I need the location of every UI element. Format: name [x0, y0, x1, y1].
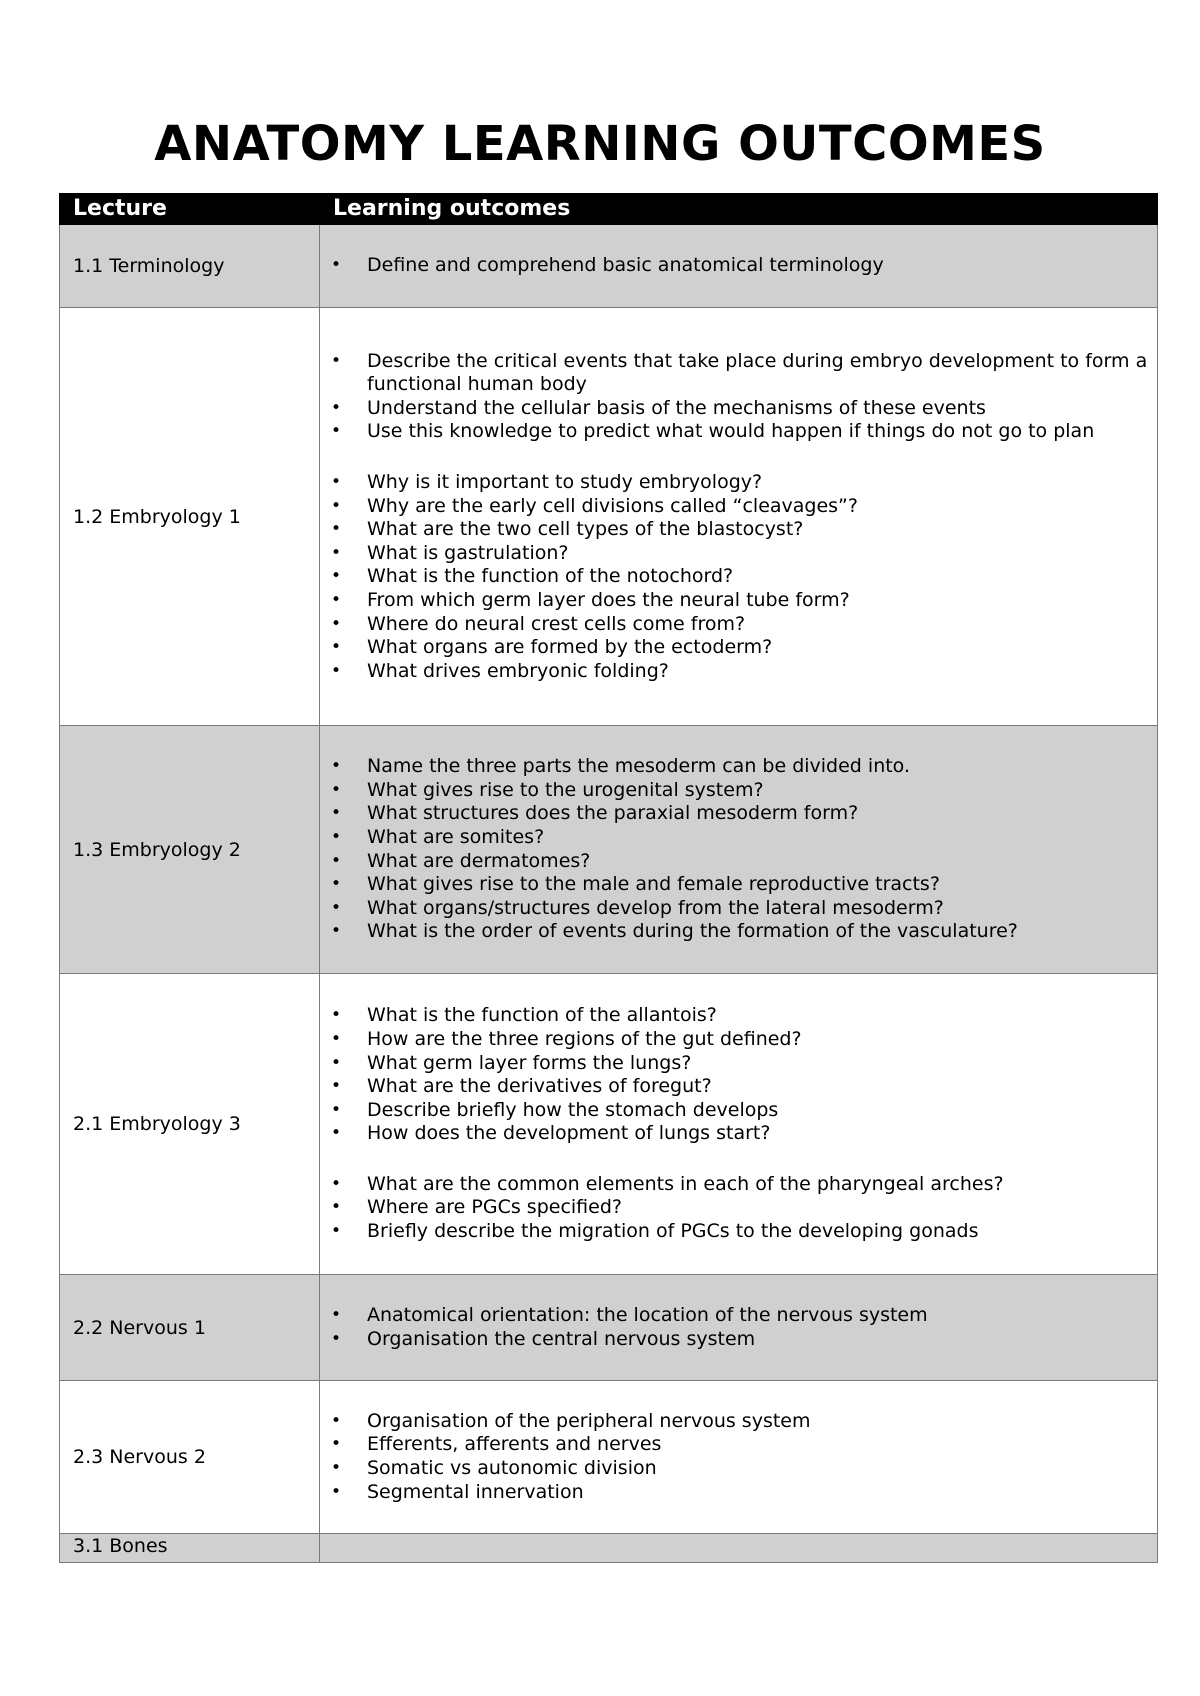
outcomes-cell [320, 1534, 1158, 1563]
list-item: • Briefly describe the migration of PGCs to the developing gonads [320, 1220, 1157, 1244]
list-item: • What is the order of events during the formation of the vasculature? [320, 920, 1157, 944]
lecture-name: 1.2 Embryology 1 [60, 308, 320, 726]
list-item: • Segmental innervation [320, 1481, 1157, 1505]
outcome-list [320, 1410, 1157, 1504]
outcome-list [320, 350, 1157, 444]
lecture-name: 2.1 Embryology 3 [60, 974, 320, 1275]
list-item: • From which germ layer does the neural tube form? [320, 589, 1157, 613]
table-row [60, 974, 1158, 1275]
list-item: • Why are the early cell divisions called “cleavages”? [320, 495, 1157, 519]
list-item: • What structures does the paraxial mesoderm form? [320, 802, 1157, 826]
list-item: • What organs/structures develop from the lateral mesoderm? [320, 897, 1157, 921]
list-item: • Name the three parts the mesoderm can be divided into. [320, 755, 1157, 779]
list-item: • What gives rise to the urogenital system? [320, 779, 1157, 803]
list-item: • Understand the cellular basis of the mechanisms of these events [320, 397, 1157, 421]
question-list [320, 755, 1157, 944]
list-item: • What organs are formed by the ectoderm? [320, 636, 1157, 660]
question-list [320, 1173, 1157, 1244]
table-row [60, 225, 1158, 308]
question-list [320, 1004, 1157, 1146]
outcome-list [320, 1304, 1157, 1351]
lecture-name: 1.3 Embryology 2 [60, 726, 320, 974]
outcomes-cell [320, 974, 1158, 1275]
lecture-name: 2.2 Nervous 1 [60, 1275, 320, 1381]
list-item: • What germ layer forms the lungs? [320, 1052, 1157, 1076]
column-header-learning-outcomes: Learning outcomes [320, 194, 1158, 225]
outcomes-cell [320, 1381, 1158, 1534]
outcomes-cell [320, 308, 1158, 726]
list-item: • What are the common elements in each of the pharyngeal arches? [320, 1173, 1157, 1197]
list-item: • What is gastrulation? [320, 542, 1157, 566]
list-item: • Describe the critical events that take place during embryo development to form a functional human body [320, 350, 1157, 397]
list-item: • Anatomical orientation: the location of the nervous system [320, 1304, 1157, 1328]
outcomes-cell [320, 726, 1158, 974]
list-item: • Organisation the central nervous system [320, 1328, 1157, 1352]
list-item: • What are the derivatives of foregut? [320, 1075, 1157, 1099]
question-list [320, 471, 1157, 683]
lecture-name: 2.3 Nervous 2 [60, 1381, 320, 1534]
list-item: • Define and comprehend basic anatomical terminology [320, 254, 1157, 278]
list-item: • Why is it important to study embryology? [320, 471, 1157, 495]
outcomes-cell [320, 225, 1158, 308]
list-item: • What are dermatomes? [320, 850, 1157, 874]
list-item: • What drives embryonic folding? [320, 660, 1157, 684]
outcomes-cell [320, 1275, 1158, 1381]
table-row [60, 726, 1158, 974]
list-item: • Where are PGCs specified? [320, 1196, 1157, 1220]
list-item: • What is the function of the allantois? [320, 1004, 1157, 1028]
table-row [60, 1275, 1158, 1381]
page-title: ANATOMY LEARNING OUTCOMES [154, 116, 1046, 173]
lecture-name: 3.1 Bones [60, 1534, 320, 1563]
list-item: • Use this knowledge to predict what would happen if things do not go to plan [320, 420, 1157, 444]
list-item: • How are the three regions of the gut defined? [320, 1028, 1157, 1052]
list-item: • Efferents, afferents and nerves [320, 1433, 1157, 1457]
list-item: • Somatic vs autonomic division [320, 1457, 1157, 1481]
table-row [60, 1381, 1158, 1534]
list-item: • What gives rise to the male and female reproductive tracts? [320, 873, 1157, 897]
list-item: • Describe briefly how the stomach develops [320, 1099, 1157, 1123]
table-row [60, 1534, 1158, 1563]
list-item: • What are somites? [320, 826, 1157, 850]
list-item: • Organisation of the peripheral nervous system [320, 1410, 1157, 1434]
lecture-name: 1.1 Terminology [60, 225, 320, 308]
table-row [60, 308, 1158, 726]
list-item: • What are the two cell types of the blastocyst? [320, 518, 1157, 542]
column-header-lecture: Lecture [60, 194, 320, 225]
list-item: • Where do neural crest cells come from? [320, 613, 1157, 637]
table-header-row [60, 194, 1158, 225]
learning-outcomes-table [59, 193, 1158, 1563]
list-item: • How does the development of lungs start? [320, 1122, 1157, 1146]
outcome-list [320, 254, 1157, 278]
list-item: • What is the function of the notochord? [320, 565, 1157, 589]
